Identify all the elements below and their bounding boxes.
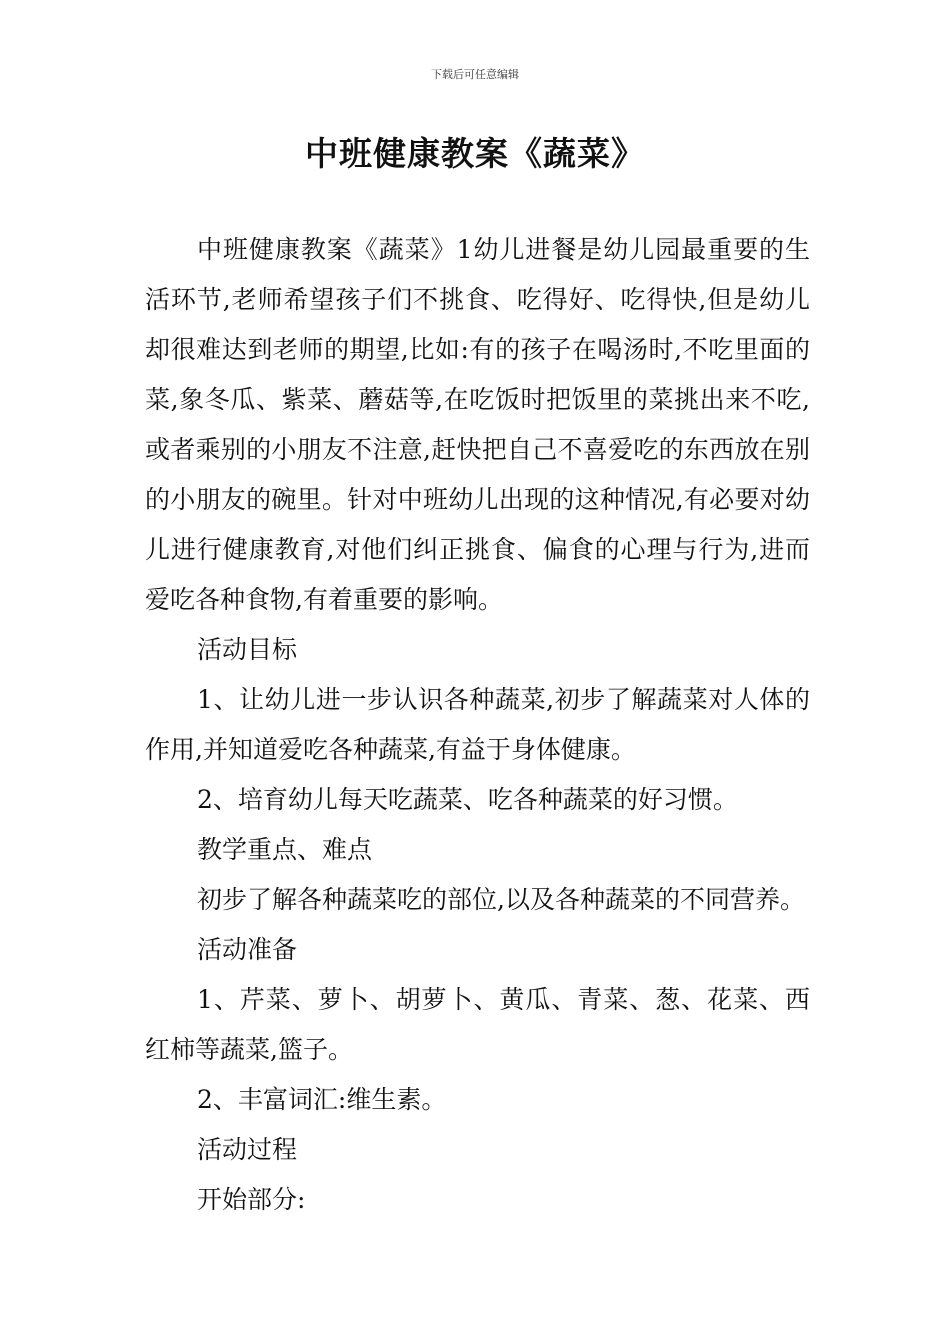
start-section-heading: 开始部分: [197, 1185, 306, 1214]
document-title: 中班健康教案《蔬菜》 [305, 134, 645, 173]
preparation-item-2: 2、丰富词汇:维生素。 [197, 1085, 447, 1114]
preparation-heading: 活动准备 [197, 935, 298, 964]
document-body [145, 225, 810, 1225]
process-heading: 活动过程 [197, 1135, 298, 1164]
header-note: 下载后可任意编辑 [431, 68, 519, 81]
intro-paragraph: 中班健康教案《蔬菜》1幼儿进餐是幼儿园最重要的生活环节,老师希望孩子们不挑食、吃得好、吃得快,但是幼儿却很难达到老师的期望,比如:有的孩子在喝汤时,不吃里面的菜,象冬瓜、紫菜、蘑菇等,在吃饭时把饭里的菜挑出来不吃,或者乘别的小朋友不注意,赶快把自己不喜爱吃的东西放在别的小朋友的碗里。针对中班幼儿出现的这种情况,有必要对幼儿进行健康教育,对他们纠正挑食、偏食的心理与行为,进而爱吃各种食物,有着重要的影响。 [145, 235, 810, 614]
goal-item-1: 1、让幼儿进一步认识各种蔬菜,初步了解蔬菜对人体的作用,并知道爱吃各种蔬菜,有益于身体健康。 [145, 685, 810, 764]
key-points-text: 初步了解各种蔬菜吃的部位,以及各种蔬菜的不同营养。 [197, 885, 805, 914]
goal-item-2: 2、培育幼儿每天吃蔬菜、吃各种蔬菜的好习惯。 [197, 785, 738, 814]
goals-heading: 活动目标 [197, 635, 298, 664]
key-points-heading: 教学重点、难点 [197, 835, 373, 864]
preparation-item-1: 1、芹菜、萝卜、胡萝卜、黄瓜、青菜、葱、花菜、西红柿等蔬菜,篮子。 [145, 985, 810, 1064]
